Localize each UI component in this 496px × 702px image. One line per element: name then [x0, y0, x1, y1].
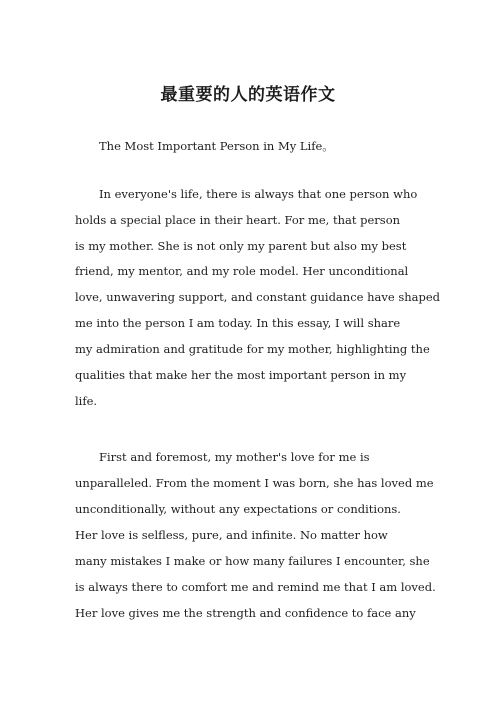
paragraph-line: is always there to comfort me and remind me that I am loved. — [75, 580, 436, 594]
paragraph-line: love, unwavering support, and constant guidance have shaped — [75, 290, 441, 304]
paragraph-line: Her love is selfless, pure, and infinite. No matter how — [75, 528, 388, 542]
paragraph-line: me into the person I am today. In this essay, I will share — [75, 316, 401, 330]
paragraph-line: holds a special place in their heart. For me, that person — [75, 213, 401, 227]
paragraph-line: my admiration and gratitude for my mother, highlighting the — [75, 342, 430, 356]
paragraph-line: Her love gives me the strength and confidence to face any — [75, 606, 416, 620]
paragraph-line: is my mother. She is not only my parent but also my best — [75, 239, 407, 253]
paragraph-line: First and foremost, my mother's love for me is — [99, 450, 370, 464]
paragraph-line: life. — [75, 394, 98, 408]
document-subtitle: The Most Important Person in My Life。 — [99, 139, 334, 153]
paragraph-line: unconditionally, without any expectations or conditions. — [75, 502, 401, 516]
paragraph-line: friend, my mentor, and my role model. Her unconditional — [75, 264, 409, 278]
paragraph-line: In everyone's life, there is always that one person who — [99, 187, 418, 201]
paragraph-line: unparalleled. From the moment I was born, she has loved me — [75, 476, 434, 490]
document-title: 最重要的人的英语作文 — [160, 85, 336, 105]
paragraph-line: many mistakes I make or how many failures I encounter, she — [75, 554, 430, 568]
paragraph-line: qualities that make her the most important person in my — [75, 368, 407, 382]
